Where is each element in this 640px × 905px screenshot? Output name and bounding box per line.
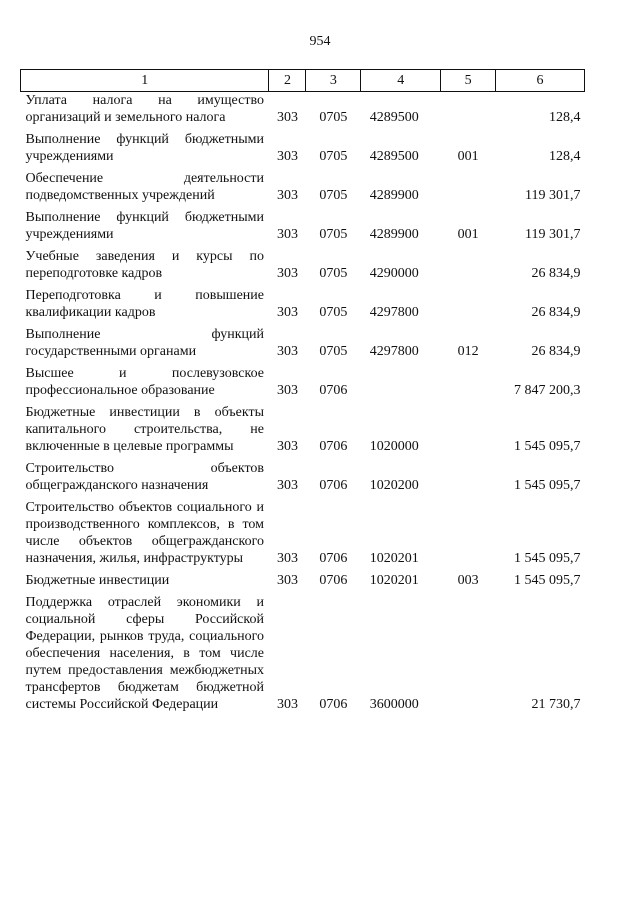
table-row: [21, 131, 585, 170]
row-ministry-code: 303: [276, 188, 298, 203]
column-header: 2: [269, 70, 306, 92]
row-ministry-code: 303: [276, 149, 298, 164]
row-name: Обеспечение деятельности подведомственных учреждений: [25, 171, 264, 203]
row-amount: 26 834,9: [531, 305, 581, 320]
row-name: Бюджетные инвестиции: [25, 573, 170, 588]
row-ministry-code: 303: [276, 344, 298, 359]
row-section-code: 0706: [319, 573, 348, 588]
row-ministry-code: 303: [276, 266, 298, 281]
row-target-code: 4289900: [369, 188, 419, 203]
row-ministry-code: 303: [276, 383, 298, 398]
row-expense-code: [441, 248, 496, 287]
row-expense-code: 012: [457, 344, 479, 359]
row-expense-code: 003: [457, 573, 479, 588]
table-row: [21, 460, 585, 499]
column-header: 3: [306, 70, 361, 92]
row-name: Уплата налога на имущество организаций и земельного налога: [25, 93, 264, 125]
row-ministry-code: 303: [276, 305, 298, 320]
row-ministry-code: 303: [276, 478, 298, 493]
row-amount: 1 545 095,7: [514, 439, 581, 454]
row-name: Выполнение функций бюджетными учреждениями: [25, 210, 264, 242]
column-header: 5: [441, 70, 496, 92]
row-target-code: 4289900: [369, 227, 419, 242]
row-amount: 1 545 095,7: [514, 478, 581, 493]
table-row: [21, 209, 585, 248]
row-name: Бюджетные инвестиции в объекты капитального строительства, не включенные в целевые программы: [25, 405, 264, 454]
column-header: 6: [496, 70, 585, 92]
table-row: [21, 92, 585, 132]
row-ministry-code: 303: [276, 110, 298, 125]
table-row: [21, 499, 585, 572]
table-header-row: [21, 70, 585, 92]
row-section-code: 0705: [319, 266, 348, 281]
table-row: [21, 404, 585, 460]
row-target-code: 1020201: [369, 573, 419, 588]
row-amount: 7 847 200,3: [514, 383, 581, 398]
row-section-code: 0705: [319, 227, 348, 242]
row-section-code: 0705: [319, 110, 348, 125]
table-row: [21, 170, 585, 209]
row-expense-code: [441, 594, 496, 718]
row-amount: 128,4: [549, 149, 581, 164]
row-expense-code: [441, 404, 496, 460]
row-name: Высшее и послевузовское профессиональное образование: [25, 366, 264, 398]
row-target-code: [361, 365, 441, 404]
page-number: 954: [309, 34, 331, 49]
row-ministry-code: 303: [276, 439, 298, 454]
row-expense-code: [441, 365, 496, 404]
row-target-code: 4289500: [369, 110, 419, 125]
row-amount: 119 301,7: [525, 227, 581, 242]
row-target-code: 3600000: [369, 697, 419, 712]
row-expense-code: [441, 287, 496, 326]
row-target-code: 1020201: [369, 551, 419, 566]
row-amount: 128,4: [549, 110, 581, 125]
row-target-code: 4289500: [369, 149, 419, 164]
table-row: [21, 326, 585, 365]
row-ministry-code: 303: [276, 697, 298, 712]
row-expense-code: 001: [457, 149, 479, 164]
table-row: [21, 248, 585, 287]
table-row: [21, 594, 585, 718]
row-section-code: 0705: [319, 305, 348, 320]
row-expense-code: [441, 460, 496, 499]
row-amount: 26 834,9: [531, 266, 581, 281]
row-section-code: 0706: [319, 697, 348, 712]
row-name: Поддержка отраслей экономики и социальной сферы Российской Федерации, рынков труда, социального обеспечения населения, в том числе путем предоставления межбюджетных трансфертов бюджетам бюджетной системы Российской Федерации: [25, 595, 264, 712]
table-row: [21, 365, 585, 404]
table-row: [21, 287, 585, 326]
row-ministry-code: 303: [276, 551, 298, 566]
table-body: [21, 92, 585, 719]
row-section-code: 0705: [319, 149, 348, 164]
row-target-code: 4290000: [369, 266, 419, 281]
row-target-code: 1020000: [369, 439, 419, 454]
row-name: Переподготовка и повышение квалификации кадров: [25, 288, 264, 320]
table-row: [21, 572, 585, 594]
row-expense-code: [441, 499, 496, 572]
row-amount: 119 301,7: [525, 188, 581, 203]
row-name: Выполнение функций государственными органами: [25, 327, 264, 359]
budget-table: [20, 69, 585, 718]
row-section-code: 0706: [319, 383, 348, 398]
column-header: 1: [21, 70, 269, 92]
row-section-code: 0706: [319, 551, 348, 566]
row-section-code: 0706: [319, 478, 348, 493]
row-name: Строительство объектов общегражданского назначения: [25, 461, 264, 493]
row-target-code: 1020200: [369, 478, 419, 493]
row-section-code: 0705: [319, 188, 348, 203]
row-name: Учебные заведения и курсы по переподготовке кадров: [25, 249, 264, 281]
row-target-code: 4297800: [369, 344, 419, 359]
row-expense-code: 001: [457, 227, 479, 242]
row-ministry-code: 303: [276, 573, 298, 588]
row-amount: 1 545 095,7: [514, 551, 581, 566]
row-amount: 21 730,7: [531, 697, 581, 712]
row-expense-code: [441, 170, 496, 209]
column-header: 4: [361, 70, 441, 92]
row-ministry-code: 303: [276, 227, 298, 242]
row-section-code: 0706: [319, 439, 348, 454]
row-amount: 26 834,9: [531, 344, 581, 359]
row-expense-code: [441, 92, 496, 132]
row-amount: 1 545 095,7: [514, 573, 581, 588]
row-name: Строительство объектов социального и производственного комплексов, в том числе объектов общегражданского назначения, жилья, инфраструктуры: [25, 500, 264, 566]
row-name: Выполнение функций бюджетными учреждениями: [25, 132, 264, 164]
row-target-code: 4297800: [369, 305, 419, 320]
row-section-code: 0705: [319, 344, 348, 359]
